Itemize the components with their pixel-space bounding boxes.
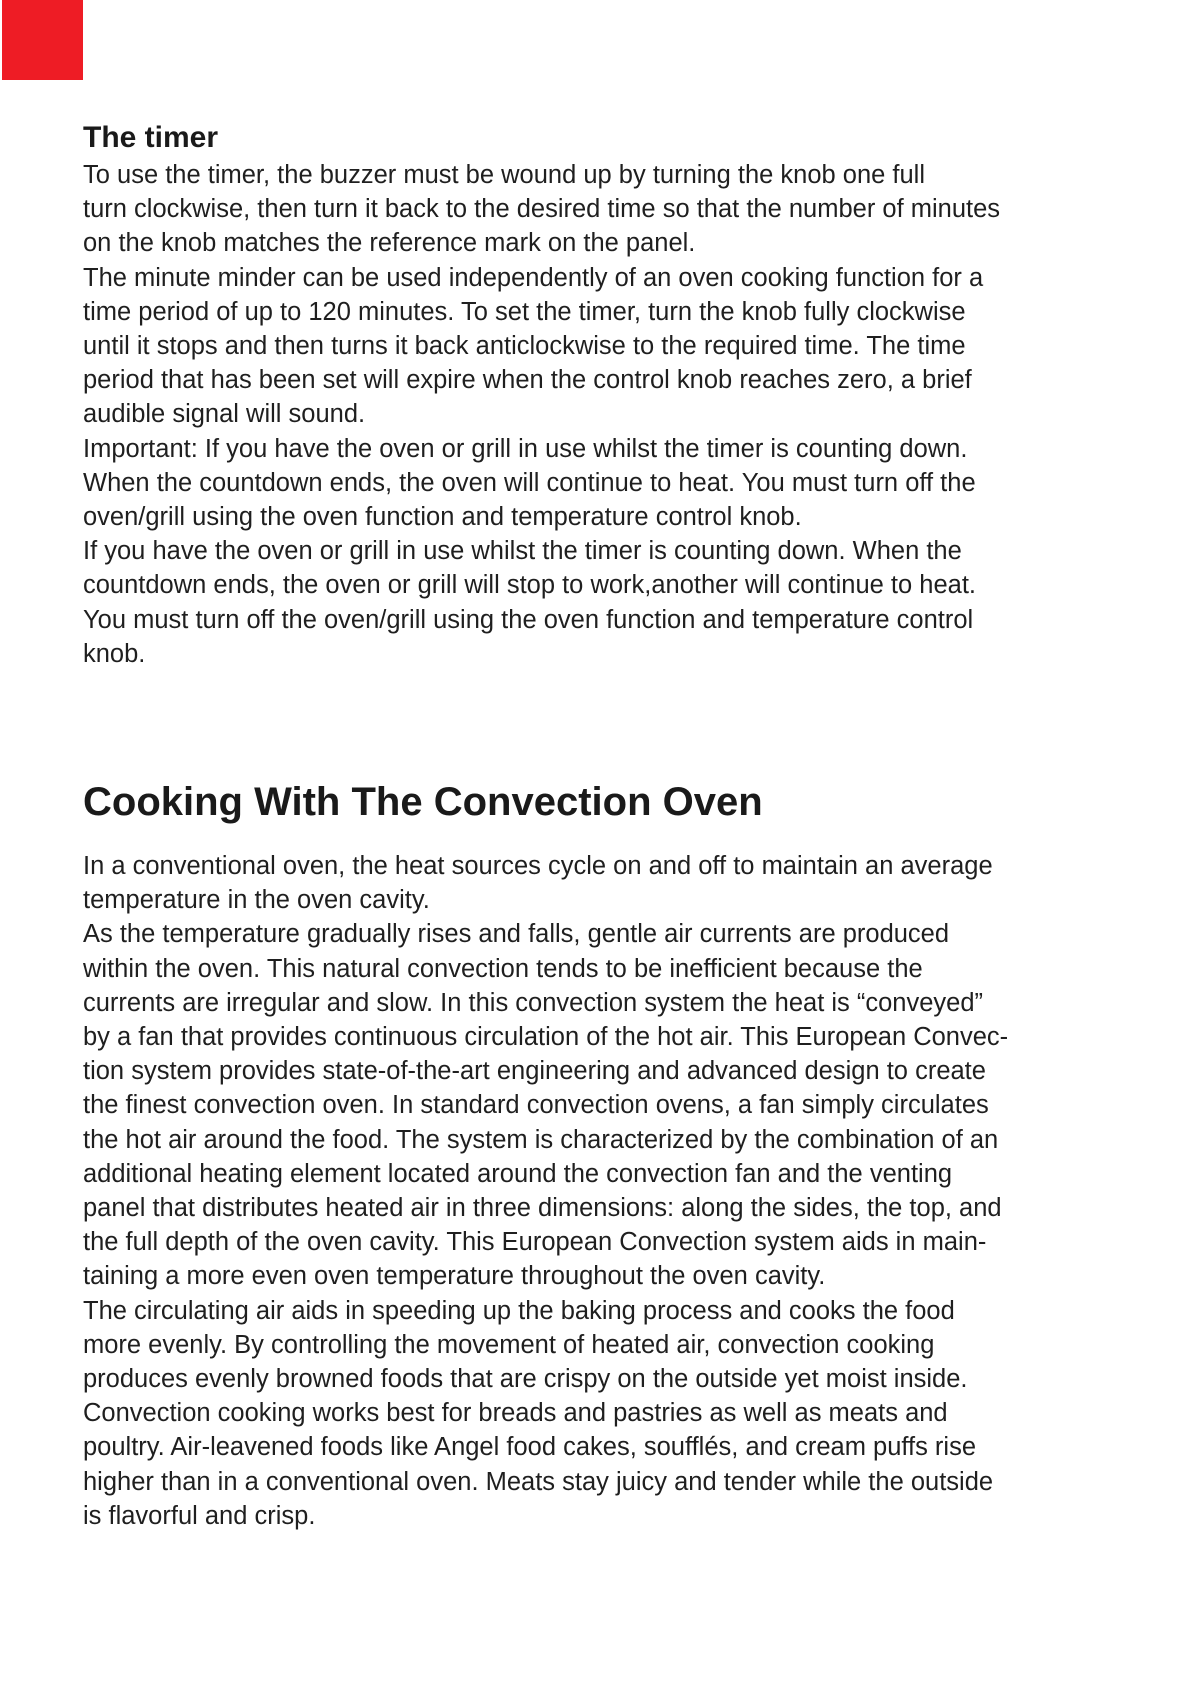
convection-text-line: more evenly. By controlling the movement of heated air, convection cooking [83, 1330, 935, 1359]
convection-text-line: panel that distributes heated air in three dimensions: along the sides, the top, and [83, 1194, 1002, 1223]
convection-text-line: In a conventional oven, the heat sources cycle on and off to maintain an average [83, 852, 993, 880]
convection-text-line: The circulating air aids in speeding up the baking process and cooks the food [83, 1296, 955, 1325]
timer-text-line: The minute minder can be used independently of an oven cooking function for a [83, 263, 984, 292]
convection-text-line: produces evenly browned foods that are crispy on the outside yet moist inside. [83, 1365, 968, 1394]
convection-text-line: within the oven. This natural convection tends to be inefficient because the [83, 954, 923, 983]
convection-text-line: poultry. Air-leavened foods like Angel food cakes, soufflés, and cream puffs rise [83, 1433, 977, 1462]
timer-text-line: Important: If you have the oven or grill in use whilst the timer is counting down. [83, 434, 968, 463]
timer-text-line: until it stops and then turns it back anticlockwise to the required time. The time [83, 332, 966, 361]
timer-text-line: When the countdown ends, the oven will continue to heat. You must turn off the [83, 468, 976, 497]
convection-text-line: taining a more even oven temperature throughout the oven cavity. [83, 1262, 826, 1291]
timer-text-line: oven/grill using the oven function and temperature control knob. [83, 503, 802, 532]
timer-text-line: To use the timer, the buzzer must be wound up by turning the knob one full [83, 161, 926, 189]
red-corner-tab [2, 0, 83, 80]
convection-text-line: the hot air around the food. The system is characterized by the combination of an [83, 1125, 999, 1154]
convection-section-body [83, 849, 1123, 1533]
convection-text-line: higher than in a conventional oven. Meats stay juicy and tender while the outside [83, 1467, 994, 1496]
convection-text-line: is flavorful and crisp. [83, 1501, 316, 1530]
convection-section-title: Cooking With The Convection Oven [83, 780, 763, 824]
timer-text-line: If you have the oven or grill in use whilst the timer is counting down. When the [83, 537, 962, 566]
timer-text-line: You must turn off the oven/grill using the oven function and temperature control [83, 605, 974, 634]
convection-text-line: tion system provides state-of-the-art engineering and advanced design to create [83, 1057, 986, 1086]
timer-text-line: turn clockwise, then turn it back to the desired time so that the number of minutes [83, 195, 1001, 224]
timer-text-line: countdown ends, the oven or grill will stop to work,another will continue to heat. [83, 571, 976, 600]
timer-section-title: The timer [83, 121, 219, 154]
convection-text-line: the full depth of the oven cavity. This European Convection system aids in main- [83, 1228, 987, 1257]
convection-text-line: Convection cooking works best for breads and pastries as well as meats and [83, 1399, 948, 1428]
convection-text-line: additional heating element located around the convection fan and the venting [83, 1159, 953, 1188]
timer-text-line: time period of up to 120 minutes. To set the timer, turn the knob fully clockwise [83, 297, 966, 326]
convection-text-line: As the temperature gradually rises and falls, gentle air currents are produced [83, 920, 950, 949]
convection-text-line: by a fan that provides continuous circulation of the hot air. This European Convec- [83, 1023, 1009, 1052]
timer-text-line: audible signal will sound. [83, 400, 366, 429]
timer-text-line: on the knob matches the reference mark on the panel. [83, 229, 696, 258]
convection-text-line: the finest convection oven. In standard convection ovens, a fan simply circulates [83, 1091, 989, 1120]
convection-text-line: currents are irregular and slow. In this convection system the heat is “conveyed” [83, 988, 984, 1017]
timer-section-body [83, 158, 1123, 671]
convection-text-line: temperature in the oven cavity. [83, 886, 430, 915]
timer-text-line: period that has been set will expire when the control knob reaches zero, a brief [83, 366, 972, 395]
timer-text-line: knob. [83, 639, 146, 668]
